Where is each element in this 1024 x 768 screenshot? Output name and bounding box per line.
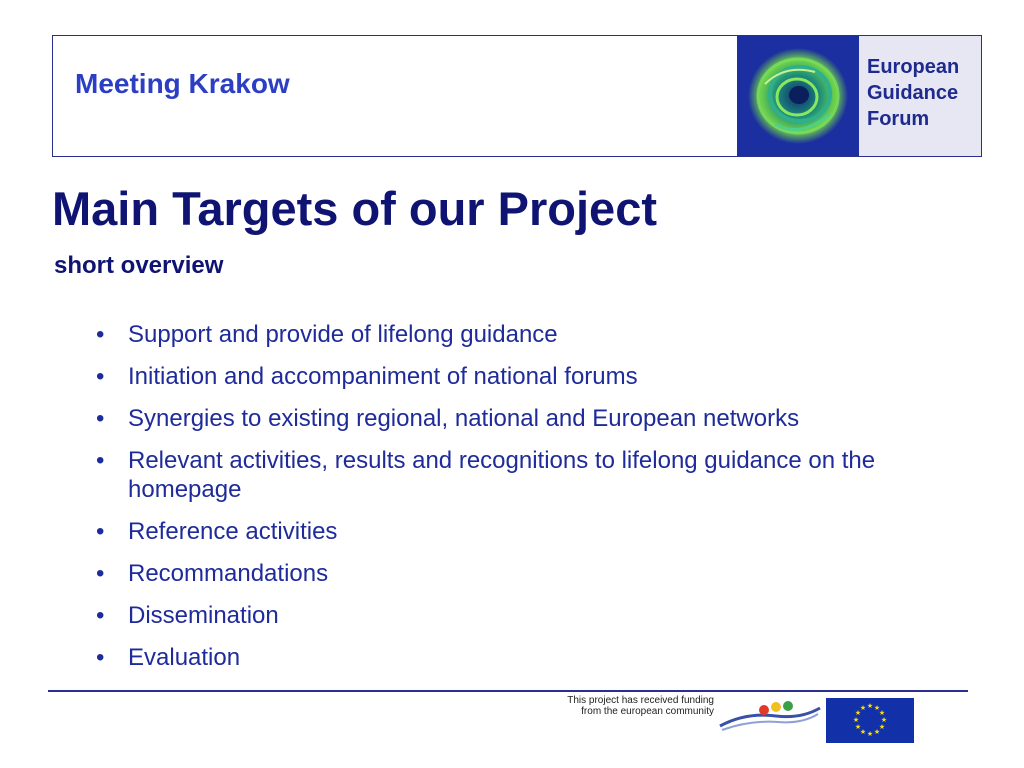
svg-text:★: ★ [859, 728, 867, 736]
bullet-item [96, 643, 976, 672]
swirl-icon [745, 44, 851, 148]
bullet-dot: • [96, 321, 105, 348]
svg-text:★: ★ [873, 704, 881, 712]
bullet-item [96, 559, 976, 588]
guidance-forum-swirl-logo [737, 36, 859, 156]
bullet-text: Support and provide of lifelong guidance [128, 321, 558, 348]
bullet-text: Reference activities [128, 518, 338, 545]
swoosh-icon [716, 694, 822, 740]
bullet-item [96, 320, 976, 349]
logo-line-guidance: Guidance [867, 82, 959, 104]
bullet-text: Dissemination [128, 602, 279, 629]
eu-flag [826, 698, 914, 743]
svg-text:★: ★ [854, 709, 862, 717]
funding-line-1: This project has received funding [567, 695, 714, 706]
bullet-dot: • [96, 644, 105, 671]
bullet-text: Synergies to existing regional, national and European networks [128, 405, 800, 432]
bullet-item [96, 404, 976, 433]
funding-notice [520, 695, 714, 717]
slide-subtitle: short overview [54, 252, 224, 279]
bullet-dot: • [96, 363, 105, 390]
bullet-dot: • [96, 602, 105, 629]
meeting-title: Meeting Krakow [75, 68, 290, 99]
leonardo-programme-logo [716, 694, 822, 745]
footer-divider [48, 690, 968, 692]
header-box [52, 35, 982, 157]
eu-stars-icon [826, 698, 914, 743]
bullet-item [96, 362, 976, 391]
bullet-dot: • [96, 447, 105, 474]
svg-text:★: ★ [878, 723, 886, 731]
logo-wordmark [859, 36, 981, 156]
bullet-item [96, 517, 976, 546]
svg-text:★: ★ [878, 709, 886, 717]
logo-line-forum: Forum [867, 108, 930, 130]
slide-title: Main Targets of our Project [52, 182, 657, 235]
svg-text:★: ★ [852, 716, 860, 724]
funding-line-2: from the european community [581, 706, 714, 717]
logo-line-european: European [867, 56, 960, 78]
bullet-dot: • [96, 405, 105, 432]
bullet-text: Recommandations [128, 560, 329, 587]
bullet-dot: • [96, 560, 105, 587]
bullet-text: Initiation and accompaniment of national forums [128, 363, 638, 390]
svg-text:★: ★ [866, 702, 874, 710]
svg-text:★: ★ [859, 704, 867, 712]
bullet-text: Relevant activities, results and recognitions to lifelong guidance on the homepage [128, 447, 876, 503]
svg-text:★: ★ [880, 716, 888, 724]
bullet-dot: • [96, 518, 105, 545]
bullet-list [96, 320, 976, 685]
svg-text:★: ★ [873, 728, 881, 736]
svg-text:★: ★ [854, 723, 862, 731]
bullet-item [96, 601, 976, 630]
bullet-item [96, 446, 976, 504]
svg-text:★: ★ [866, 730, 874, 738]
bullet-text: Evaluation [128, 644, 241, 671]
